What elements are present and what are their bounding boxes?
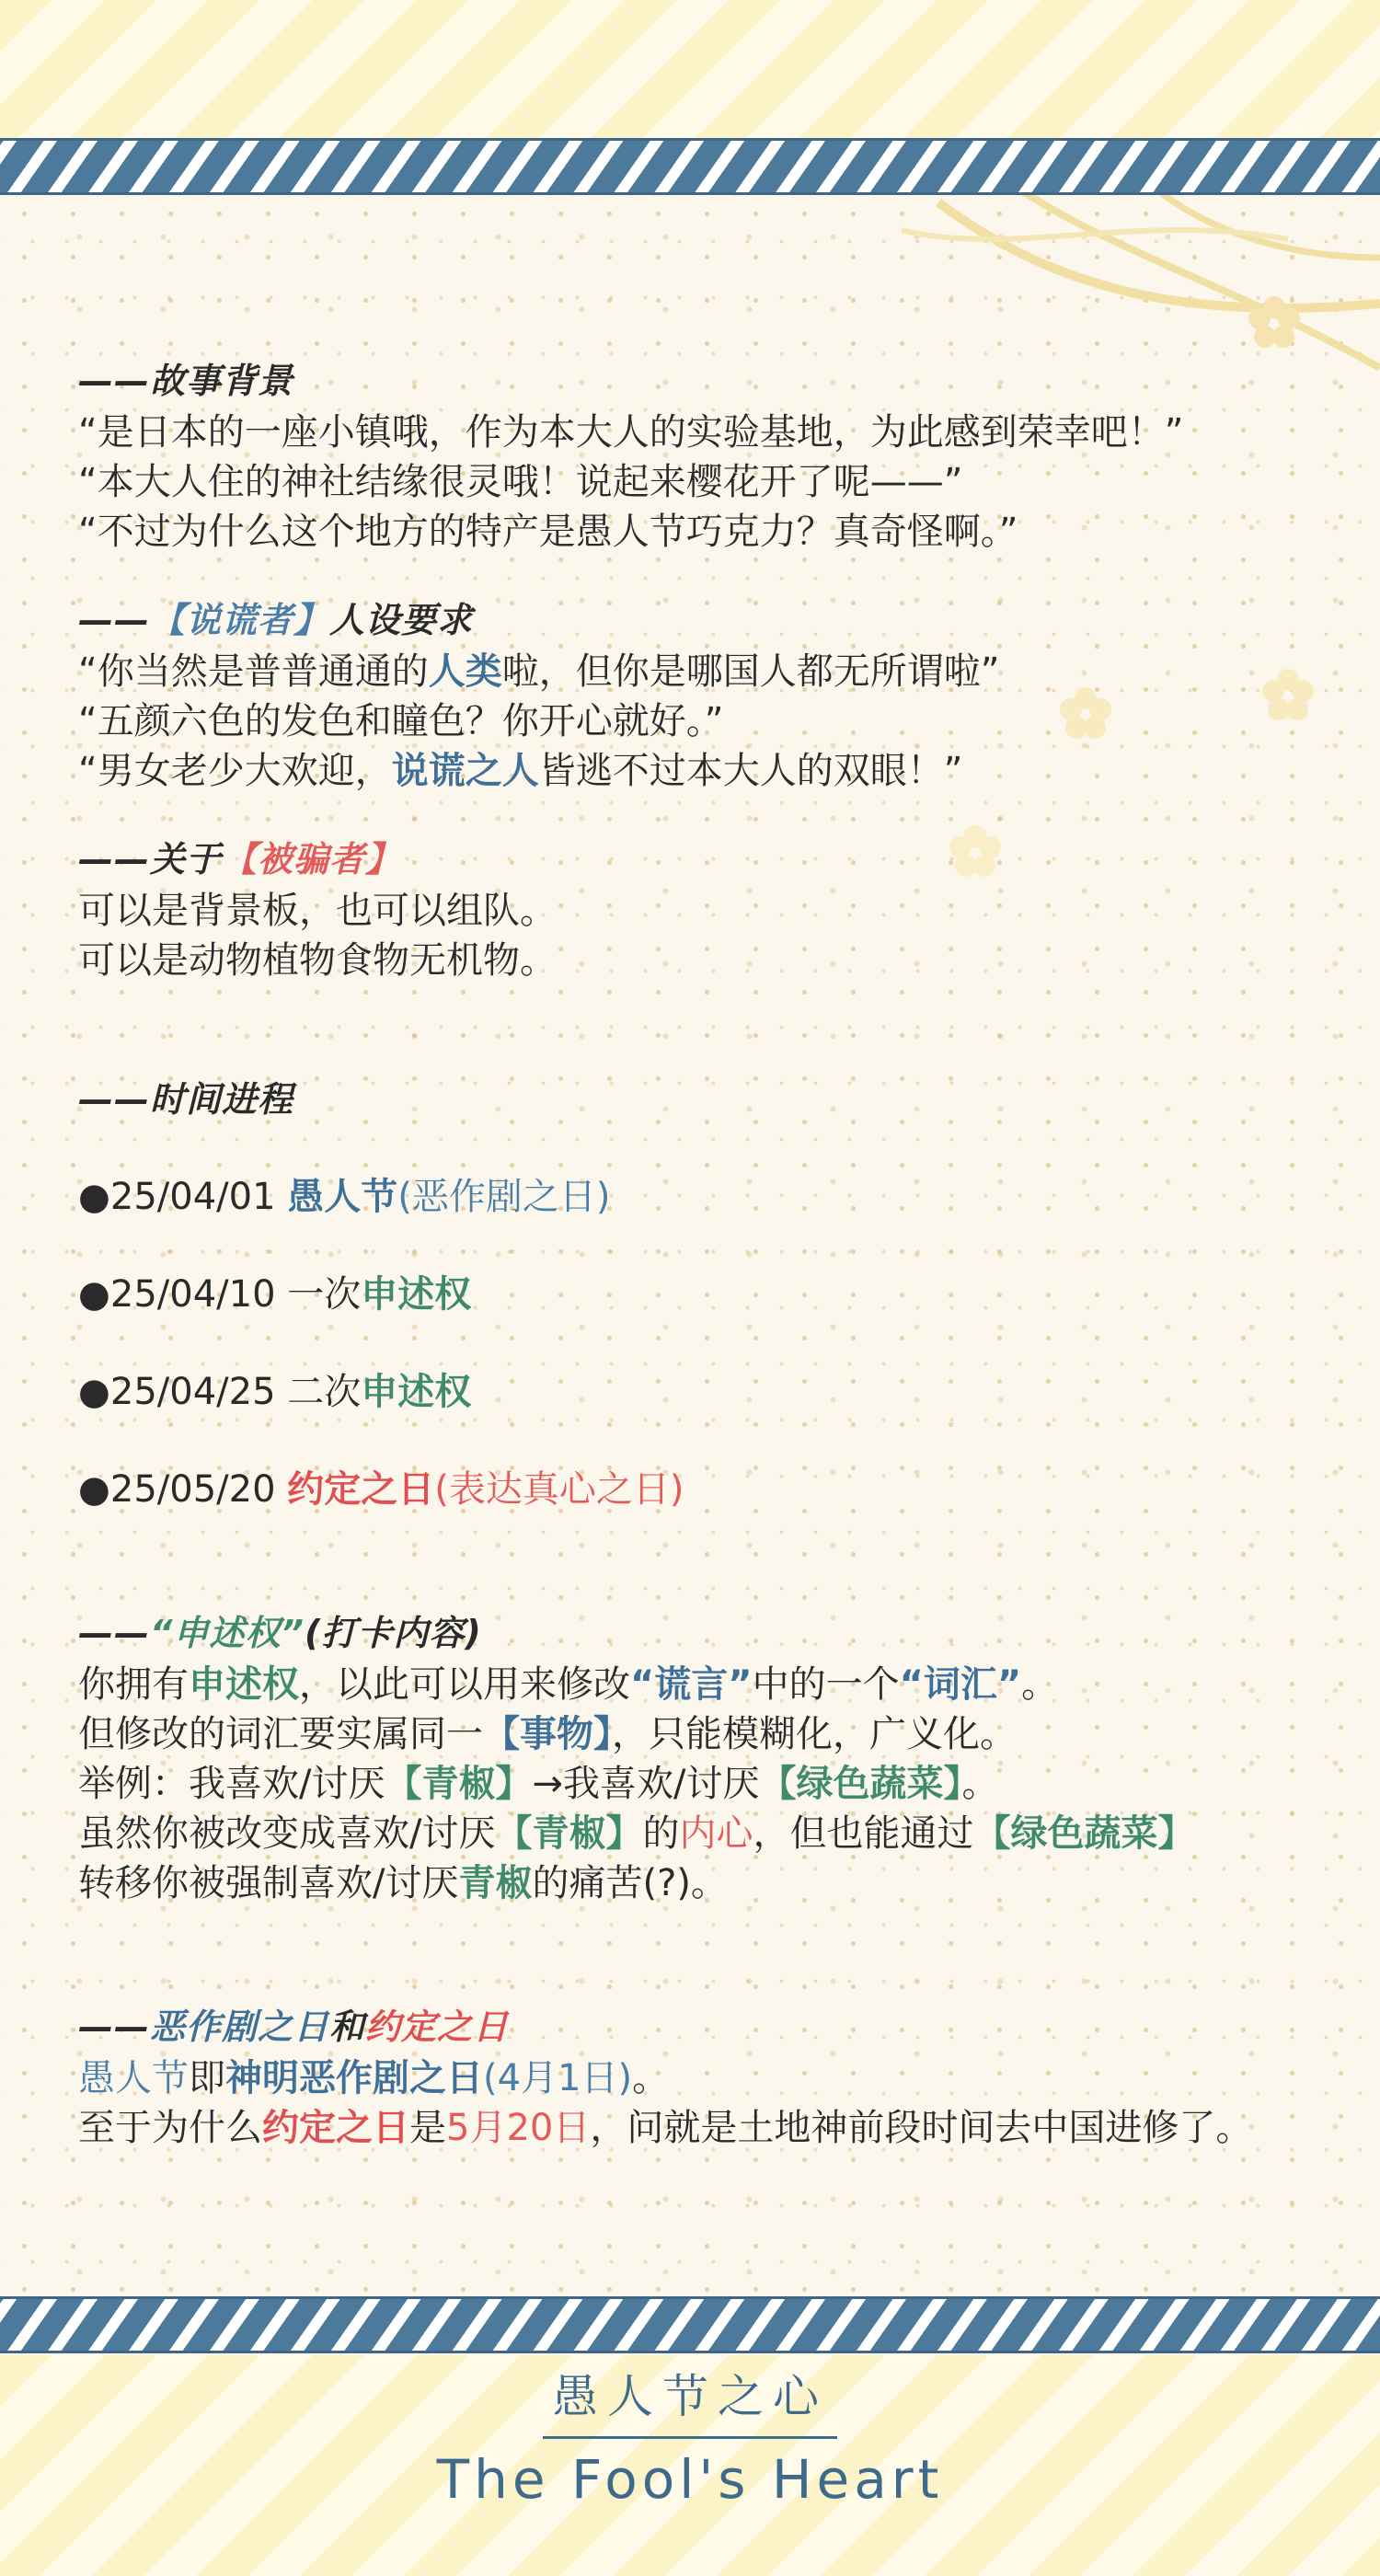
top-pattern xyxy=(0,0,1380,138)
section-background xyxy=(78,354,1366,557)
timeline-item: ●25/04/01 愚人节(恶作剧之日) xyxy=(78,1176,611,1218)
text-line: 举例：我喜欢/讨厌【青椒】→我喜欢/讨厌【绿色蔬菜】。 xyxy=(78,1763,999,1805)
text-line: “本大人住的神社结缘很灵哦！说起来樱花开了呢——” xyxy=(78,461,963,503)
section-prank xyxy=(78,2000,1366,2153)
section-deceived xyxy=(78,833,1366,985)
section-title: ——【说谎者】人设要求 xyxy=(78,600,474,640)
footer-title-cn: 愚人节之心 xyxy=(552,2370,828,2423)
section-title: ——“申述权”(打卡内容) xyxy=(78,1613,482,1653)
text-line: “不过为什么这个地方的特产是愚人节巧克力？真奇怪啊。” xyxy=(78,511,1018,553)
text-line: 可以是背景板，也可以组队。 xyxy=(78,890,557,932)
section-liar xyxy=(78,593,1366,796)
section-timeline xyxy=(78,1073,1366,1514)
timeline-item: ●25/05/20 约定之日(表达真心之日) xyxy=(78,1468,684,1511)
text-line: “男女老少大欢迎，说谎之人皆逃不过本大人的双眼！” xyxy=(78,750,963,792)
section-title: ——时间进程 xyxy=(78,1079,294,1120)
footer-title-en: The Fool's Heart xyxy=(436,2448,944,2511)
section-title: ——关于【被骗者】 xyxy=(78,839,402,880)
text-line: 至于为什么约定之日是5月20日，问就是土地神前段时间去中国进修了。 xyxy=(78,2107,1253,2149)
text-line: “是日本的一座小镇哦，作为本大人的实验基地，为此感到荣幸吧！” xyxy=(78,411,1184,454)
text-line: 但修改的词汇要实属同一【事物】，只能模糊化，广义化。 xyxy=(78,1713,1017,1755)
main-content xyxy=(78,354,1366,2153)
text-line: 虽然你被改变成喜欢/讨厌【青椒】的内心，但也能通过【绿色蔬菜】 xyxy=(78,1812,1195,1855)
footer xyxy=(0,2364,1380,2514)
timeline-item: ●25/04/10 一次申述权 xyxy=(78,1273,472,1316)
text-line: 转移你被强制喜欢/讨厌青椒的痛苦(?)。 xyxy=(78,1862,728,1904)
text-line: 你拥有申述权，以此可以用来修改“谎言”中的一个“词汇”。 xyxy=(78,1663,1059,1706)
flower-icon xyxy=(1247,294,1302,350)
text-line: 愚人节即神明恶作剧之日(4月1日)。 xyxy=(78,2057,670,2099)
timeline-item: ●25/04/25 二次申述权 xyxy=(78,1371,472,1413)
section-title: ——故事背景 xyxy=(78,361,294,401)
text-line: “你当然是普普通通的人类啦，但你是哪国人都无所谓啦” xyxy=(78,650,1000,693)
rope-border-top xyxy=(0,138,1380,195)
footer-divider xyxy=(543,2436,837,2439)
rope-border-bottom xyxy=(0,2296,1380,2353)
text-line: “五颜六色的发色和瞳色？你开心就好。” xyxy=(78,700,724,742)
text-line: 可以是动物植物食物无机物。 xyxy=(78,939,557,982)
section-appeal xyxy=(78,1606,1366,1908)
section-title: ——恶作剧之日和约定之日 xyxy=(78,2007,510,2047)
